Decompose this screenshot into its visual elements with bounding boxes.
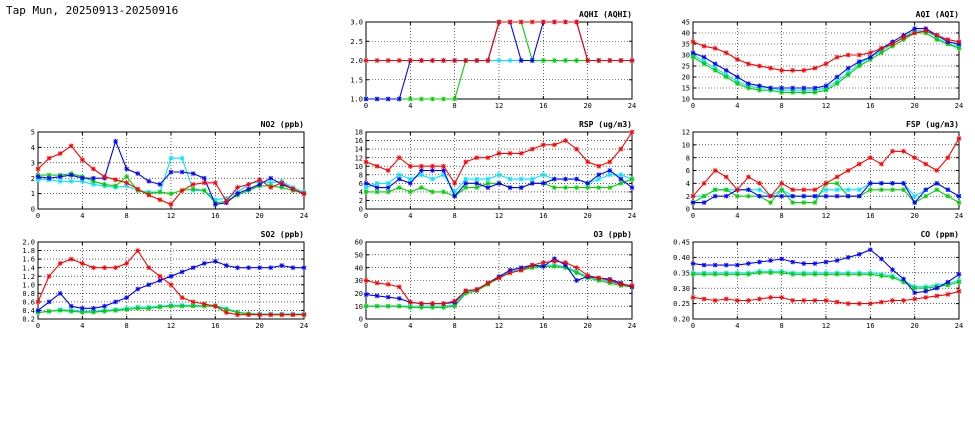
svg-text:0.40: 0.40 bbox=[673, 254, 690, 262]
svg-text:4: 4 bbox=[735, 212, 740, 220]
svg-text:1.8: 1.8 bbox=[22, 247, 35, 256]
svg-text:2: 2 bbox=[30, 174, 35, 183]
svg-text:8: 8 bbox=[779, 322, 784, 330]
svg-text:12: 12 bbox=[821, 212, 831, 220]
svg-text:1: 1 bbox=[30, 190, 35, 199]
chart-panel-aqhi bbox=[336, 10, 636, 115]
svg-text:0: 0 bbox=[690, 102, 696, 110]
svg-text:24: 24 bbox=[299, 212, 308, 220]
svg-text:12: 12 bbox=[166, 212, 176, 220]
chart-panel-o3 bbox=[336, 230, 636, 335]
svg-text:8: 8 bbox=[452, 322, 457, 330]
svg-text:8: 8 bbox=[124, 212, 129, 220]
svg-text:16: 16 bbox=[539, 102, 548, 110]
svg-text:45: 45 bbox=[681, 18, 690, 27]
svg-text:40: 40 bbox=[354, 264, 363, 273]
svg-text:10: 10 bbox=[354, 162, 363, 171]
chart-panel-rsp bbox=[336, 120, 636, 225]
svg-text:12: 12 bbox=[494, 212, 504, 220]
svg-text:20: 20 bbox=[583, 212, 592, 220]
svg-text:60: 60 bbox=[354, 238, 363, 247]
chart-title: AQI (AQI) bbox=[915, 10, 959, 19]
chart-svg bbox=[336, 10, 636, 115]
series-line bbox=[366, 265, 632, 306]
svg-text:8: 8 bbox=[779, 102, 784, 110]
svg-text:20: 20 bbox=[910, 322, 919, 330]
svg-text:24: 24 bbox=[954, 102, 963, 110]
svg-text:16: 16 bbox=[211, 322, 220, 330]
svg-text:0.30: 0.30 bbox=[673, 284, 690, 293]
svg-text:0: 0 bbox=[35, 322, 41, 330]
svg-text:4: 4 bbox=[408, 212, 413, 220]
svg-text:0: 0 bbox=[358, 315, 363, 324]
svg-text:10: 10 bbox=[681, 141, 690, 150]
svg-text:8: 8 bbox=[779, 212, 784, 220]
svg-text:8: 8 bbox=[358, 171, 363, 180]
svg-text:4: 4 bbox=[408, 322, 413, 330]
svg-text:15: 15 bbox=[681, 84, 690, 93]
svg-text:0: 0 bbox=[30, 205, 35, 214]
chart-svg bbox=[663, 230, 963, 335]
svg-text:4: 4 bbox=[735, 322, 740, 330]
svg-text:8: 8 bbox=[452, 212, 457, 220]
svg-text:24: 24 bbox=[627, 102, 636, 110]
svg-text:30: 30 bbox=[354, 277, 363, 286]
chart-panel-aqi bbox=[663, 10, 963, 115]
chart-title: FSP (ug/m3) bbox=[906, 120, 959, 129]
svg-text:5: 5 bbox=[30, 128, 35, 137]
svg-text:16: 16 bbox=[211, 212, 220, 220]
svg-text:12: 12 bbox=[821, 102, 831, 110]
svg-text:20: 20 bbox=[255, 212, 264, 220]
svg-text:2.0: 2.0 bbox=[22, 238, 35, 247]
svg-text:20: 20 bbox=[354, 289, 363, 298]
svg-text:16: 16 bbox=[866, 212, 875, 220]
svg-text:1.4: 1.4 bbox=[22, 264, 35, 273]
svg-text:4: 4 bbox=[80, 322, 85, 330]
svg-text:0.8: 0.8 bbox=[22, 289, 35, 298]
svg-text:20: 20 bbox=[583, 322, 592, 330]
svg-text:1.6: 1.6 bbox=[22, 255, 35, 264]
svg-text:12: 12 bbox=[354, 154, 363, 163]
svg-text:20: 20 bbox=[255, 322, 264, 330]
svg-text:0.20: 0.20 bbox=[673, 315, 690, 324]
svg-text:50: 50 bbox=[354, 251, 363, 260]
svg-text:12: 12 bbox=[681, 128, 690, 137]
svg-text:24: 24 bbox=[627, 322, 636, 330]
svg-text:24: 24 bbox=[954, 322, 963, 330]
svg-text:30: 30 bbox=[681, 51, 690, 60]
svg-text:24: 24 bbox=[954, 212, 963, 220]
svg-text:8: 8 bbox=[685, 154, 690, 163]
svg-text:0.4: 0.4 bbox=[22, 307, 35, 316]
chart-svg bbox=[8, 230, 308, 335]
chart-panel-fsp bbox=[663, 120, 963, 225]
chart-title: NO2 (ppb) bbox=[260, 120, 304, 129]
chart-title: O3 (ppb) bbox=[593, 230, 632, 239]
svg-text:18: 18 bbox=[354, 128, 363, 137]
svg-text:12: 12 bbox=[494, 322, 504, 330]
chart-title: AQHI (AQHI) bbox=[579, 10, 632, 19]
svg-text:40: 40 bbox=[681, 29, 690, 38]
svg-text:1.2: 1.2 bbox=[22, 272, 35, 281]
chart-title: RSP (ug/m3) bbox=[579, 120, 632, 129]
svg-text:6: 6 bbox=[685, 167, 690, 176]
chart-title: CO (ppm) bbox=[920, 230, 959, 239]
svg-text:2.5: 2.5 bbox=[350, 37, 363, 46]
svg-text:4: 4 bbox=[735, 102, 740, 110]
svg-text:20: 20 bbox=[583, 102, 592, 110]
svg-text:0: 0 bbox=[363, 102, 369, 110]
svg-text:8: 8 bbox=[124, 322, 129, 330]
svg-text:24: 24 bbox=[299, 322, 308, 330]
svg-text:24: 24 bbox=[627, 212, 636, 220]
svg-text:0.45: 0.45 bbox=[673, 238, 690, 247]
svg-text:10: 10 bbox=[354, 302, 363, 311]
chart-panel-no2 bbox=[8, 120, 308, 225]
svg-text:12: 12 bbox=[821, 322, 831, 330]
svg-text:0: 0 bbox=[690, 212, 696, 220]
chart-panel-so2 bbox=[8, 230, 308, 335]
svg-text:2.0: 2.0 bbox=[350, 57, 363, 66]
svg-text:0: 0 bbox=[363, 322, 369, 330]
svg-text:16: 16 bbox=[866, 322, 875, 330]
svg-text:1.0: 1.0 bbox=[22, 281, 35, 290]
svg-text:25: 25 bbox=[681, 62, 690, 71]
svg-text:4: 4 bbox=[358, 188, 363, 197]
svg-text:0: 0 bbox=[358, 205, 363, 214]
svg-text:0: 0 bbox=[685, 205, 690, 214]
chart-svg bbox=[336, 120, 636, 225]
svg-text:1.0: 1.0 bbox=[350, 95, 363, 104]
svg-text:2: 2 bbox=[685, 192, 690, 201]
svg-text:16: 16 bbox=[539, 322, 548, 330]
chart-panel-co bbox=[663, 230, 963, 335]
chart-svg bbox=[663, 10, 963, 115]
svg-text:20: 20 bbox=[681, 73, 690, 82]
svg-text:0.2: 0.2 bbox=[22, 315, 35, 324]
svg-text:0.25: 0.25 bbox=[673, 300, 690, 309]
chart-title: SO2 (ppb) bbox=[260, 230, 304, 239]
chart-svg bbox=[8, 120, 308, 225]
svg-text:4: 4 bbox=[685, 179, 690, 188]
svg-text:16: 16 bbox=[354, 137, 363, 146]
svg-text:0: 0 bbox=[363, 212, 369, 220]
svg-text:35: 35 bbox=[681, 40, 690, 49]
svg-text:12: 12 bbox=[494, 102, 504, 110]
svg-text:0: 0 bbox=[690, 322, 696, 330]
svg-text:12: 12 bbox=[166, 322, 176, 330]
svg-text:14: 14 bbox=[354, 145, 363, 154]
svg-text:16: 16 bbox=[539, 212, 548, 220]
svg-text:4: 4 bbox=[30, 144, 35, 152]
svg-text:4: 4 bbox=[80, 212, 85, 220]
page-title: Tap Mun, 20250913-20250916 bbox=[6, 4, 179, 17]
svg-text:8: 8 bbox=[452, 102, 457, 110]
svg-text:2: 2 bbox=[358, 197, 363, 206]
svg-text:20: 20 bbox=[910, 102, 919, 110]
svg-text:3.0: 3.0 bbox=[350, 18, 363, 27]
svg-text:0: 0 bbox=[35, 212, 41, 220]
svg-text:20: 20 bbox=[910, 212, 919, 220]
svg-text:0.35: 0.35 bbox=[673, 269, 690, 278]
svg-text:1.5: 1.5 bbox=[350, 76, 363, 85]
svg-text:4: 4 bbox=[408, 102, 413, 110]
svg-text:0.6: 0.6 bbox=[22, 298, 35, 307]
svg-text:3: 3 bbox=[30, 159, 35, 168]
chart-svg bbox=[663, 120, 963, 225]
chart-svg bbox=[336, 230, 636, 335]
svg-text:16: 16 bbox=[866, 102, 875, 110]
svg-text:10: 10 bbox=[681, 95, 690, 104]
svg-text:6: 6 bbox=[358, 179, 363, 188]
